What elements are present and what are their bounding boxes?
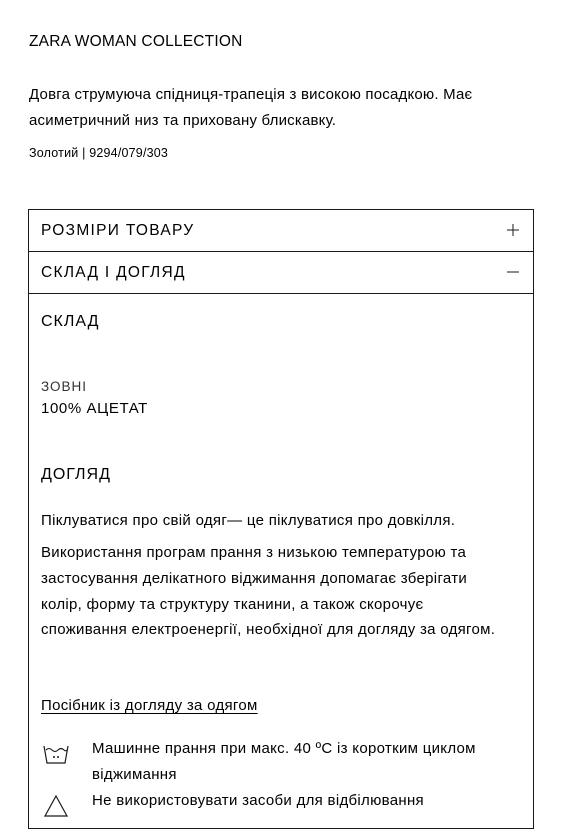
outer-fabric-label: ЗОВНІ <box>41 379 88 394</box>
product-description: Довга струмуюча спідниця-трапеція з високою посадкою. Має асиметричний низ та приховану блискавку. <box>29 86 473 129</box>
care-heading: ДОГЛЯД <box>41 466 111 483</box>
accordion-sizes-label: РОЗМІРИ ТОВАРУ <box>41 222 195 239</box>
care-item-wash-text: Машинне прання при макс. 40 ºC із коротким циклом віджимання <box>92 740 476 783</box>
accordion-composition-label: СКЛАД І ДОГЛЯД <box>41 264 186 281</box>
care-intro: Піклуватися про свій одяг— це піклуватися про довкілля. <box>41 512 456 529</box>
machine-wash-icon <box>43 742 69 766</box>
minus-icon[interactable] <box>506 265 520 279</box>
composition-heading: СКЛАД <box>41 313 100 330</box>
plus-icon[interactable] <box>506 223 520 237</box>
accordion-sizes[interactable] <box>29 210 533 252</box>
accordion-composition-care[interactable] <box>29 252 533 294</box>
care-body: Використання програм прання з низькою температурою та застосування делікатного віджимання допомагає зберігати колір, форму та структуру тканини, а також скорочує споживання електроенергії, необхідної для догляду за одягом. <box>41 544 496 639</box>
care-guide-link[interactable]: Посібник із догляду за одягом <box>41 697 258 714</box>
collection-title: ZARA WOMAN COLLECTION <box>29 33 243 50</box>
outer-fabric-value: 100% АЦЕТАТ <box>41 400 148 417</box>
info-accordion <box>28 209 534 829</box>
care-item-bleach-text: Не використовувати засоби для відбілювання <box>92 792 424 809</box>
color-and-reference: Золотий | 9294/079/303 <box>29 146 169 160</box>
bleach-icon <box>43 794 69 818</box>
